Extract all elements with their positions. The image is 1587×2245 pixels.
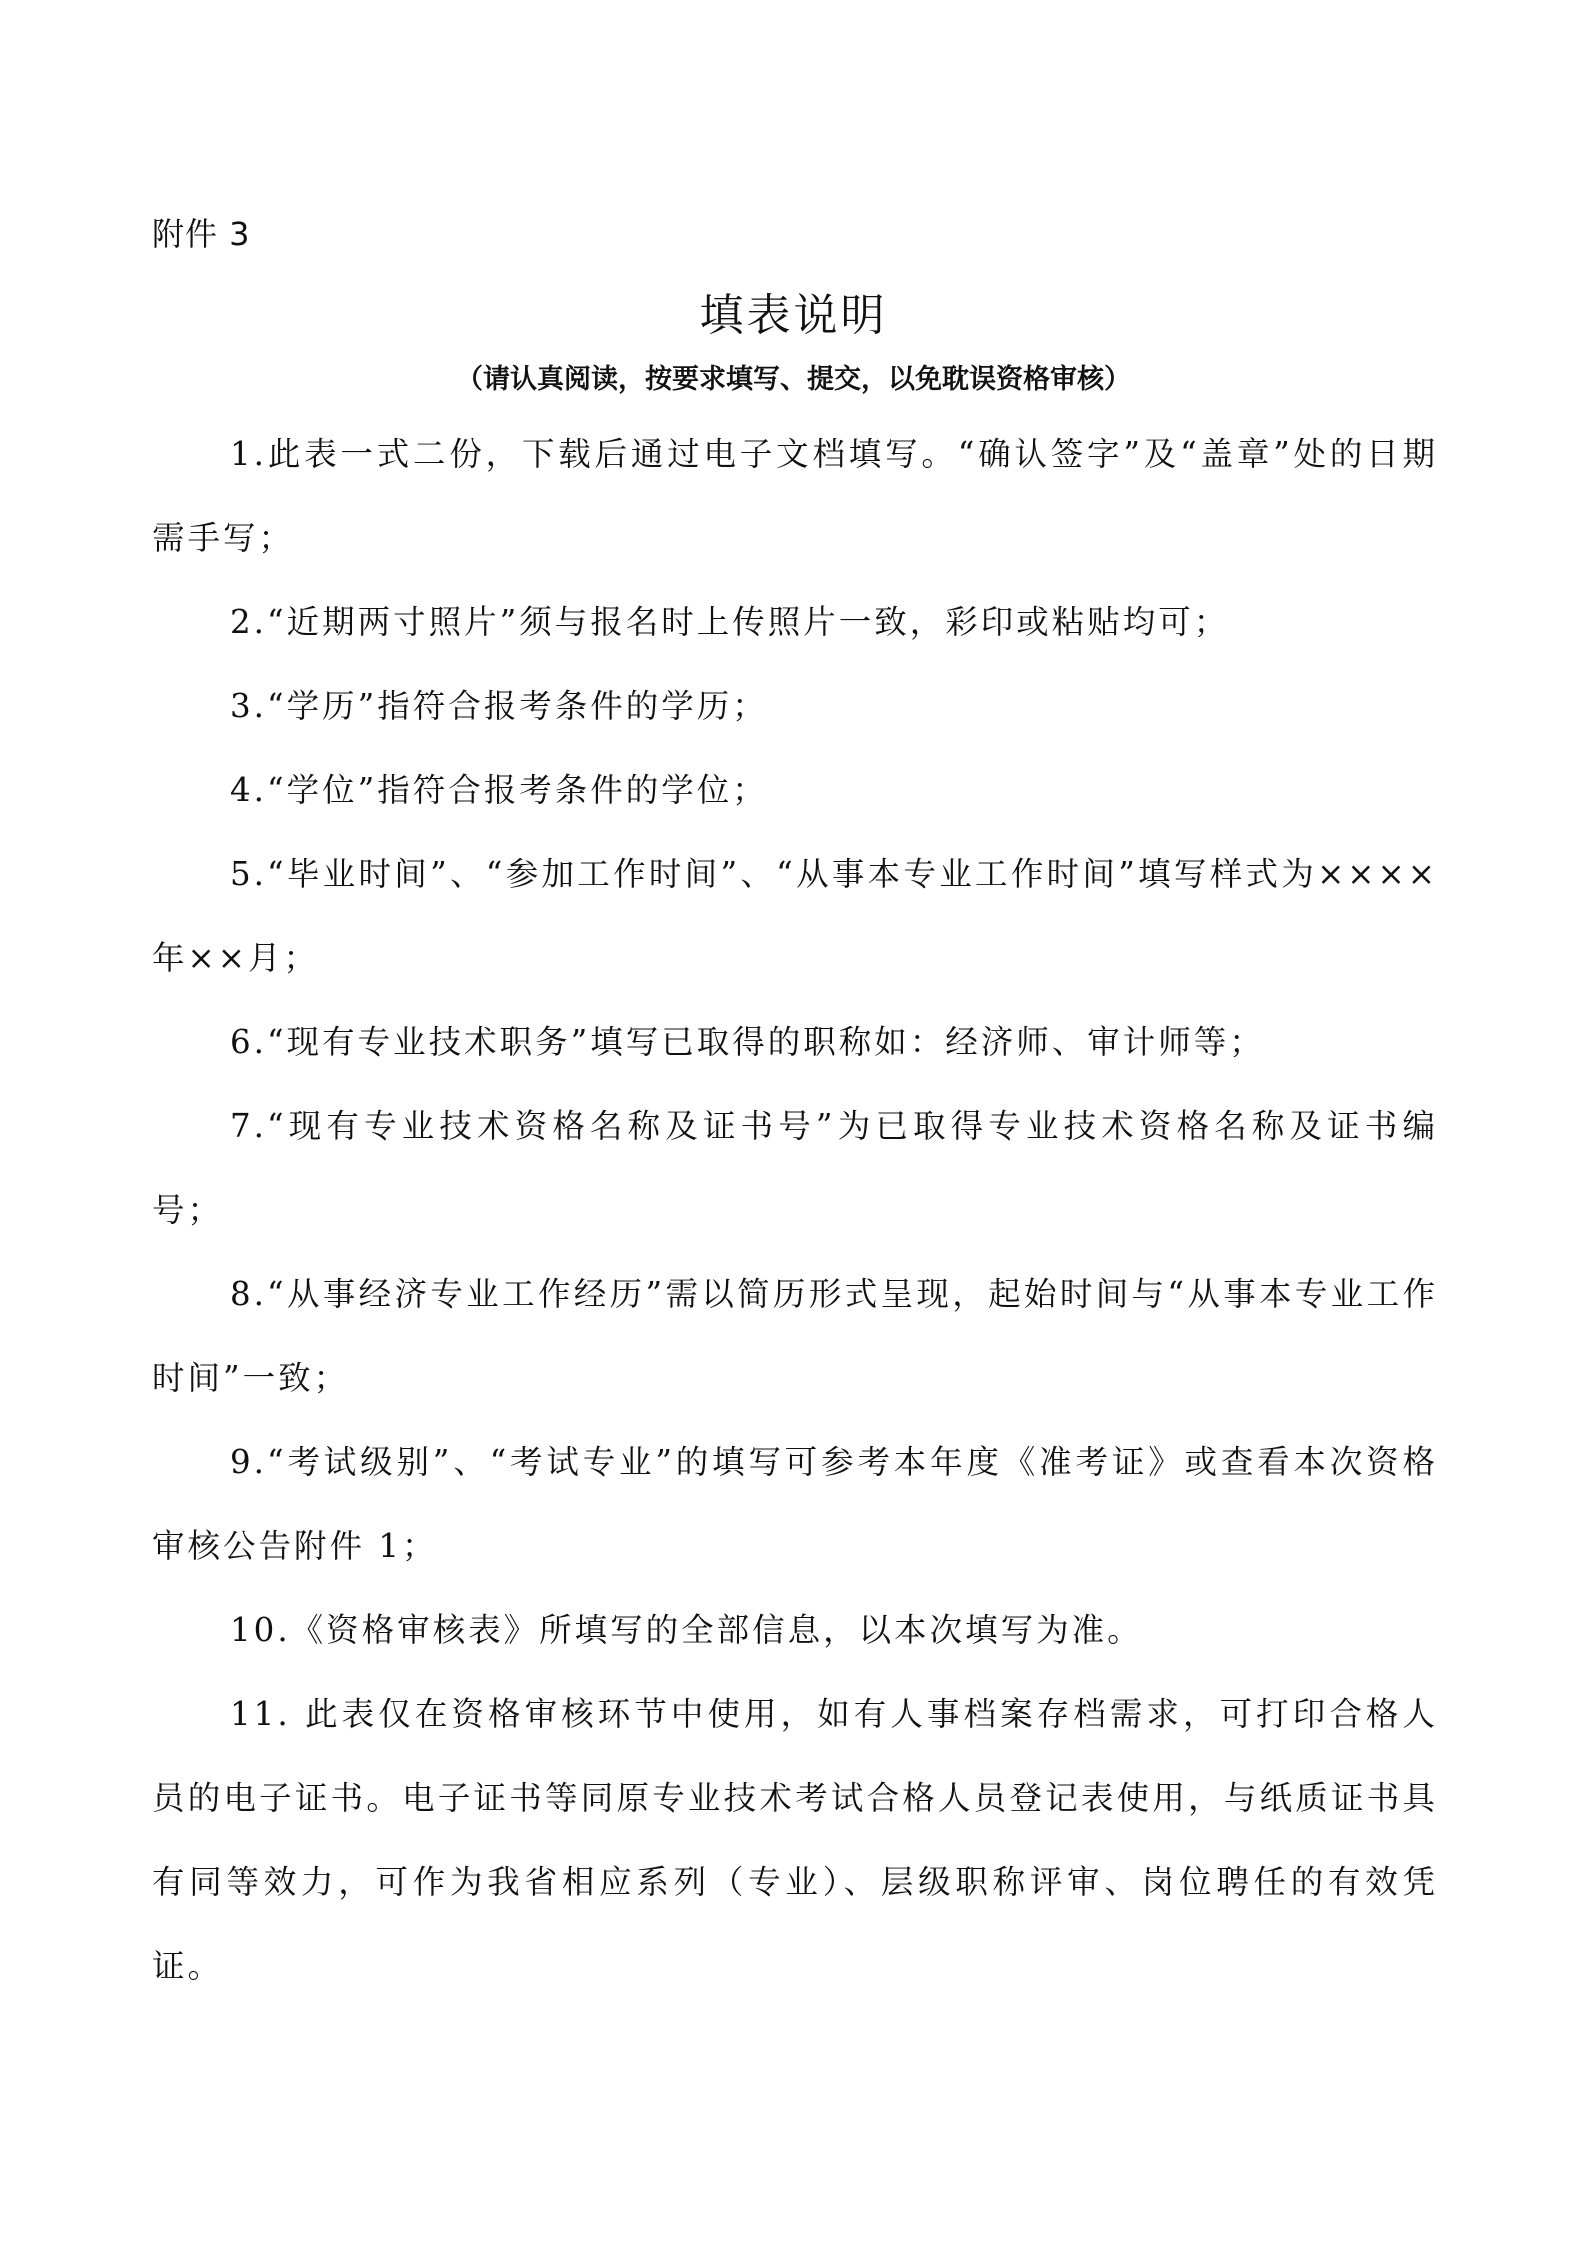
instruction-item-8: 8.“从事经济专业工作经历”需以简历形式呈现，起始时间与“从事本专业工作时间”一致； <box>152 1275 1438 1397</box>
instruction-item-6: 6.“现有专业技术职务”填写已取得的职称如：经济师、审计师等； <box>230 1023 1265 1061</box>
instruction-item-11: 11. 此表仅在资格审核环节中使用，如有人事档案存档需求，可打印合格人员的电子证书。电子证书等同原专业技术考试合格人员登记表使用，与纸质证书具有同等效力，可作为我省相应系列（专业）、层级职称评审、岗位聘任的有效凭证。 <box>152 1695 1438 1985</box>
document-subtitle: （请认真阅读，按要求填写、提交，以免耽误资格审核） <box>456 364 1131 395</box>
instruction-item-1: 1.此表一式二份，下载后通过电子文档填写。“确认签字”及“盖章”处的日期需手写； <box>152 435 1438 557</box>
instruction-item-7: 7.“现有专业技术资格名称及证书号”为已取得专业技术资格名称及证书编号； <box>152 1107 1438 1229</box>
attachment-label: 附件 3 <box>152 215 251 253</box>
instruction-item-5: 5.“毕业时间”、“参加工作时间”、“从事本专业工作时间”填写样式为××××年××月； <box>152 855 1438 977</box>
document-title: 填表说明 <box>699 290 888 341</box>
instruction-item-10: 10.《资格审核表》所填写的全部信息，以本次填写为准。 <box>230 1611 1143 1649</box>
instruction-item-2: 2.“近期两寸照片”须与报名时上传照片一致，彩印或粘贴均可； <box>230 603 1230 641</box>
instructions-body <box>152 412 1438 2008</box>
instruction-item-4: 4.“学位”指符合报考条件的学位； <box>230 771 768 809</box>
instruction-item-3: 3.“学历”指符合报考条件的学历； <box>230 687 768 725</box>
instruction-item-9: 9.“考试级别”、“考试专业”的填写可参考本年度《准考证》或查看本次资格审核公告附件 1； <box>152 1443 1438 1565</box>
